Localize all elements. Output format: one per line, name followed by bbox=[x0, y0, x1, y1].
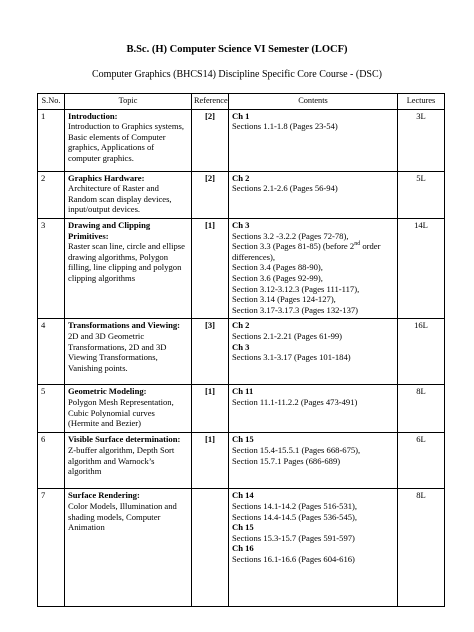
chapter-heading: Ch 14 bbox=[232, 490, 254, 501]
cell-topic bbox=[65, 319, 192, 385]
topic-description: Raster scan line, circle and ellipse drawing algorithms, Polygon filling, line clipping and polygon clipping algorithms bbox=[68, 241, 185, 283]
section-line: Sections 15.3-15.7 (Pages 591-597) bbox=[232, 532, 355, 543]
cell-topic bbox=[65, 385, 192, 433]
topic-description: 2D and 3D Geometric Transformations, 2D and 3D Viewing Transformations, Vanishing points. bbox=[68, 330, 167, 373]
cell-contents bbox=[229, 319, 398, 385]
table-body bbox=[38, 109, 445, 607]
table-row bbox=[38, 171, 445, 218]
cell-reference: [3] bbox=[192, 319, 229, 385]
section-line: Section 3.17-3.17.3 (Pages 132-137) bbox=[232, 304, 359, 315]
section-line: Section 3.4 (Pages 88-90), bbox=[232, 262, 323, 273]
table-header-row bbox=[38, 94, 445, 110]
column-header-lectures: Lectures bbox=[398, 94, 445, 110]
cell-sno: 7 bbox=[38, 489, 65, 607]
section-line: Section 11.1-11.2.2 (Pages 473-491) bbox=[232, 396, 358, 407]
cell-lectures: 3L bbox=[398, 109, 445, 171]
cell-topic bbox=[65, 433, 192, 489]
section-line: Sections 14.4-14.5 (Pages 536-545), bbox=[232, 511, 358, 522]
topic-title: Transformations and Viewing: bbox=[68, 320, 181, 331]
section-line: Sections 3.2 -3.2.2 (Pages 72-78), bbox=[232, 230, 349, 241]
section-line: Sections 1.1-1.8 (Pages 23-54) bbox=[232, 121, 338, 132]
topic-title: Drawing and Clipping Primitives: bbox=[68, 219, 151, 241]
section-line: Sections 3.1-3.17 (Pages 101-184) bbox=[232, 352, 351, 363]
cell-lectures: 8L bbox=[398, 385, 445, 433]
cell-sno: 1 bbox=[38, 109, 65, 171]
section-line: Section 3.6 (Pages 92-99), bbox=[232, 272, 323, 283]
cell-sno: 2 bbox=[38, 171, 65, 218]
section-line: Section 3.12-3.12.3 (Pages 111-117), bbox=[232, 283, 360, 294]
ordinal-superscript: nd bbox=[354, 241, 361, 248]
topic-description: Introduction to Graphics systems, Basic elements of Computer graphics, Applications of computer graphics. bbox=[68, 121, 184, 163]
section-line: Sections 14.1-14.2 (Pages 516-531), bbox=[232, 500, 358, 511]
cell-lectures: 8L bbox=[398, 489, 445, 607]
cell-contents bbox=[229, 171, 398, 218]
cell-topic bbox=[65, 489, 192, 607]
topic-title: Surface Rendering: bbox=[68, 490, 140, 501]
cell-reference: [1] bbox=[192, 385, 229, 433]
course-subtitle: Computer Graphics (BHCS14) Discipline Specific Core Course - (DSC) bbox=[92, 69, 382, 80]
table-row bbox=[38, 433, 445, 489]
column-header-sno: S.No. bbox=[38, 94, 65, 110]
cell-lectures: 6L bbox=[398, 433, 445, 489]
chapter-heading: Ch 16 bbox=[232, 543, 254, 554]
chapter-heading: Ch 15 bbox=[232, 522, 254, 533]
cell-lectures: 14L bbox=[398, 218, 445, 318]
cell-topic bbox=[65, 218, 192, 318]
section-line: Section 15.7.1 Pages (686-689) bbox=[232, 455, 341, 466]
cell-contents bbox=[229, 218, 398, 318]
syllabus-table bbox=[37, 93, 445, 607]
cell-contents bbox=[229, 433, 398, 489]
cell-sno: 3 bbox=[38, 218, 65, 318]
topic-title: Graphics Hardware: bbox=[68, 172, 145, 183]
column-header-contents: Contents bbox=[229, 94, 398, 110]
cell-topic bbox=[65, 171, 192, 218]
section-line: Sections 2.1-2.21 (Pages 61-99) bbox=[232, 330, 343, 341]
topic-description: Z-buffer algorithm, Depth Sort algorithm and Warnock’s algorithm bbox=[68, 444, 175, 477]
chapter-heading: Ch 11 bbox=[232, 386, 254, 397]
cell-reference: [2] bbox=[192, 109, 229, 171]
topic-title: Geometric Modeling: bbox=[68, 386, 147, 397]
topic-description: Color Models, Illumination and shading models, Computer Animation bbox=[68, 500, 177, 533]
cell-topic bbox=[65, 109, 192, 171]
cell-contents bbox=[229, 385, 398, 433]
cell-sno: 5 bbox=[38, 385, 65, 433]
section-line: Section 3.14 (Pages 124-127), bbox=[232, 294, 336, 305]
document-title: B.Sc. (H) Computer Science VI Semester (LOCF) bbox=[126, 44, 348, 55]
chapter-heading: Ch 2 bbox=[232, 320, 250, 331]
section-line: Section 15.4-15.5.1 (Pages 668-675), bbox=[232, 444, 361, 455]
chapter-heading: Ch 2 bbox=[232, 172, 250, 183]
chapter-heading: Ch 3 bbox=[232, 219, 250, 230]
cell-reference: [2] bbox=[192, 171, 229, 218]
topic-description: Architecture of Raster and Random scan display devices, input/output devices. bbox=[68, 183, 172, 215]
cell-lectures: 5L bbox=[398, 171, 445, 218]
column-header-reference: Reference bbox=[192, 94, 229, 110]
cell-contents bbox=[229, 109, 398, 171]
cell-contents bbox=[229, 489, 398, 607]
section-line: Sections 16.1-16.6 (Pages 604-616) bbox=[232, 553, 355, 564]
section-line: Section 3.3 (Pages 81-85) (before 2nd order differences), bbox=[232, 241, 381, 262]
table-row bbox=[38, 489, 445, 607]
chapter-heading: Ch 1 bbox=[232, 110, 250, 121]
table-row bbox=[38, 218, 445, 318]
cell-reference: [1] bbox=[192, 218, 229, 318]
cell-reference: [1] bbox=[192, 433, 229, 489]
topic-description: Polygon Mesh Representation, Cubic Polynomial curves (Hermite and Bezier) bbox=[68, 396, 174, 429]
cell-reference bbox=[192, 489, 229, 607]
column-header-topic: Topic bbox=[65, 94, 192, 110]
section-line: Sections 2.1-2.6 (Pages 56-94) bbox=[232, 183, 338, 194]
chapter-heading: Ch 3 bbox=[232, 341, 250, 352]
topic-title: Visible Surface determination: bbox=[68, 434, 181, 445]
cell-lectures: 16L bbox=[398, 319, 445, 385]
cell-sno: 6 bbox=[38, 433, 65, 489]
table-row bbox=[38, 385, 445, 433]
table-row bbox=[38, 319, 445, 385]
cell-sno: 4 bbox=[38, 319, 65, 385]
topic-title: Introduction: bbox=[68, 110, 118, 121]
chapter-heading: Ch 15 bbox=[232, 434, 254, 445]
table-row bbox=[38, 109, 445, 171]
